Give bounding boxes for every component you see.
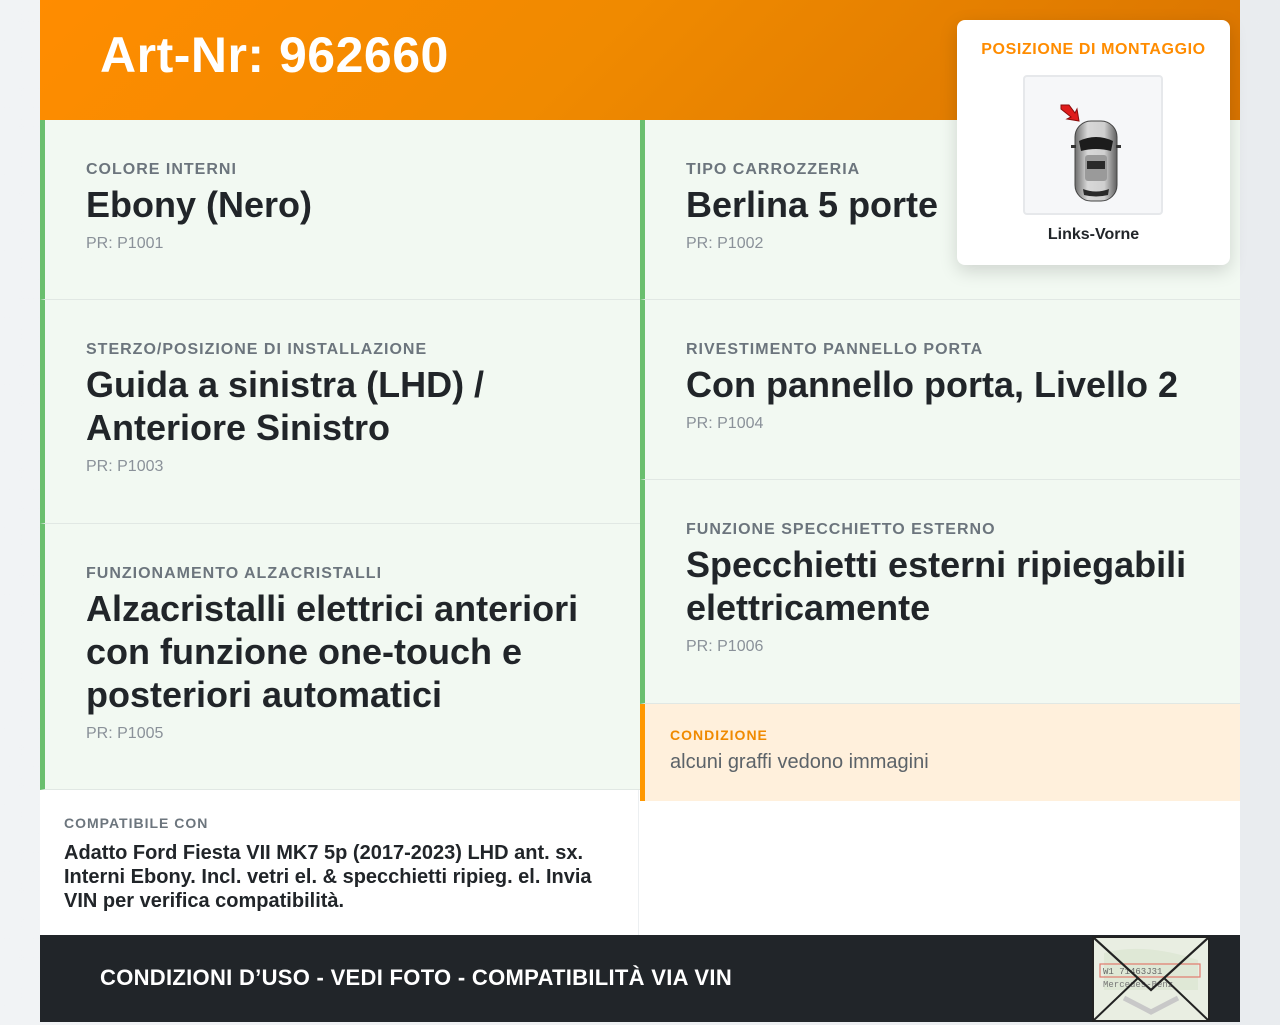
footer-bar bbox=[40, 935, 1240, 1022]
mount-position-card bbox=[957, 20, 1230, 265]
condition-box bbox=[640, 704, 1240, 801]
attribute-label: TIPO CARROZZERIA bbox=[686, 161, 861, 178]
attribute-pr-code: PR: P1003 bbox=[86, 458, 164, 475]
vin-envelope-icon bbox=[1092, 936, 1210, 1022]
compatibility-label: COMPATIBILE CON bbox=[64, 815, 209, 831]
attribute-label: RIVESTIMENTO PANNELLO PORTA bbox=[686, 341, 984, 358]
mount-position-title: POSIZIONE DI MONTAGGIO bbox=[981, 41, 1206, 58]
attribute-value: Specchietti esterni ripiegabili elettricamente bbox=[686, 544, 1187, 628]
condition-value: alcuni graffi vedono immagini bbox=[670, 751, 929, 773]
attribute-value: Alzacristalli elettrici anteriori con funzione one-touch e posteriori automatici bbox=[86, 588, 579, 715]
product-sheet bbox=[40, 0, 1240, 1022]
svg-text:Mercedes-Benz: Mercedes-Benz bbox=[1103, 980, 1174, 990]
attribute-pr-code: PR: P1001 bbox=[86, 235, 164, 252]
attribute-pr-code: PR: P1004 bbox=[686, 415, 764, 432]
svg-text:W1 71463J31: W1 71463J31 bbox=[1103, 967, 1163, 977]
attribute-pr-code: PR: P1005 bbox=[86, 725, 164, 742]
attribute-interior-color bbox=[40, 120, 640, 300]
attribute-value: Ebony (Nero) bbox=[86, 184, 313, 225]
attribute-label: FUNZIONE SPECCHIETTO ESTERNO bbox=[686, 521, 996, 538]
footer-text: CONDIZIONI D’USO - VEDI FOTO - COMPATIBILITÀ VIA VIN bbox=[100, 965, 733, 990]
attribute-pr-code: PR: P1006 bbox=[686, 638, 764, 655]
attribute-steering-position bbox=[40, 300, 640, 524]
attribute-value: Con pannello porta, Livello 2 bbox=[686, 364, 1179, 405]
attribute-label: FUNZIONAMENTO ALZACRISTALLI bbox=[86, 565, 383, 582]
attribute-label: STERZO/POSIZIONE DI INSTALLAZIONE bbox=[86, 341, 428, 358]
attribute-door-panel bbox=[640, 300, 1240, 480]
car-top-view-arrow-front-left-icon bbox=[1023, 75, 1163, 215]
mount-position-label: Links-Vorne bbox=[1047, 226, 1140, 243]
compatibility-box bbox=[40, 790, 639, 935]
compatibility-value: Adatto Ford Fiesta VII MK7 5p (2017-2023) LHD ant. sx. Interni Ebony. Incl. vetri el. & specchietti ripieg. el. Invia VIN per verifica compatibilità. bbox=[64, 842, 592, 912]
attribute-pr-code: PR: P1002 bbox=[686, 235, 764, 252]
attribute-window-operation bbox=[40, 524, 640, 790]
attribute-value: Guida a sinistra (LHD) / Anteriore Sinistro bbox=[86, 364, 485, 448]
attribute-value: Berlina 5 porte bbox=[686, 184, 939, 225]
condition-label: CONDIZIONE bbox=[670, 727, 768, 743]
attribute-mirror-function bbox=[640, 480, 1240, 704]
attribute-label: COLORE INTERNI bbox=[86, 161, 237, 178]
article-number-title: Art-Nr: 962660 bbox=[100, 27, 449, 83]
